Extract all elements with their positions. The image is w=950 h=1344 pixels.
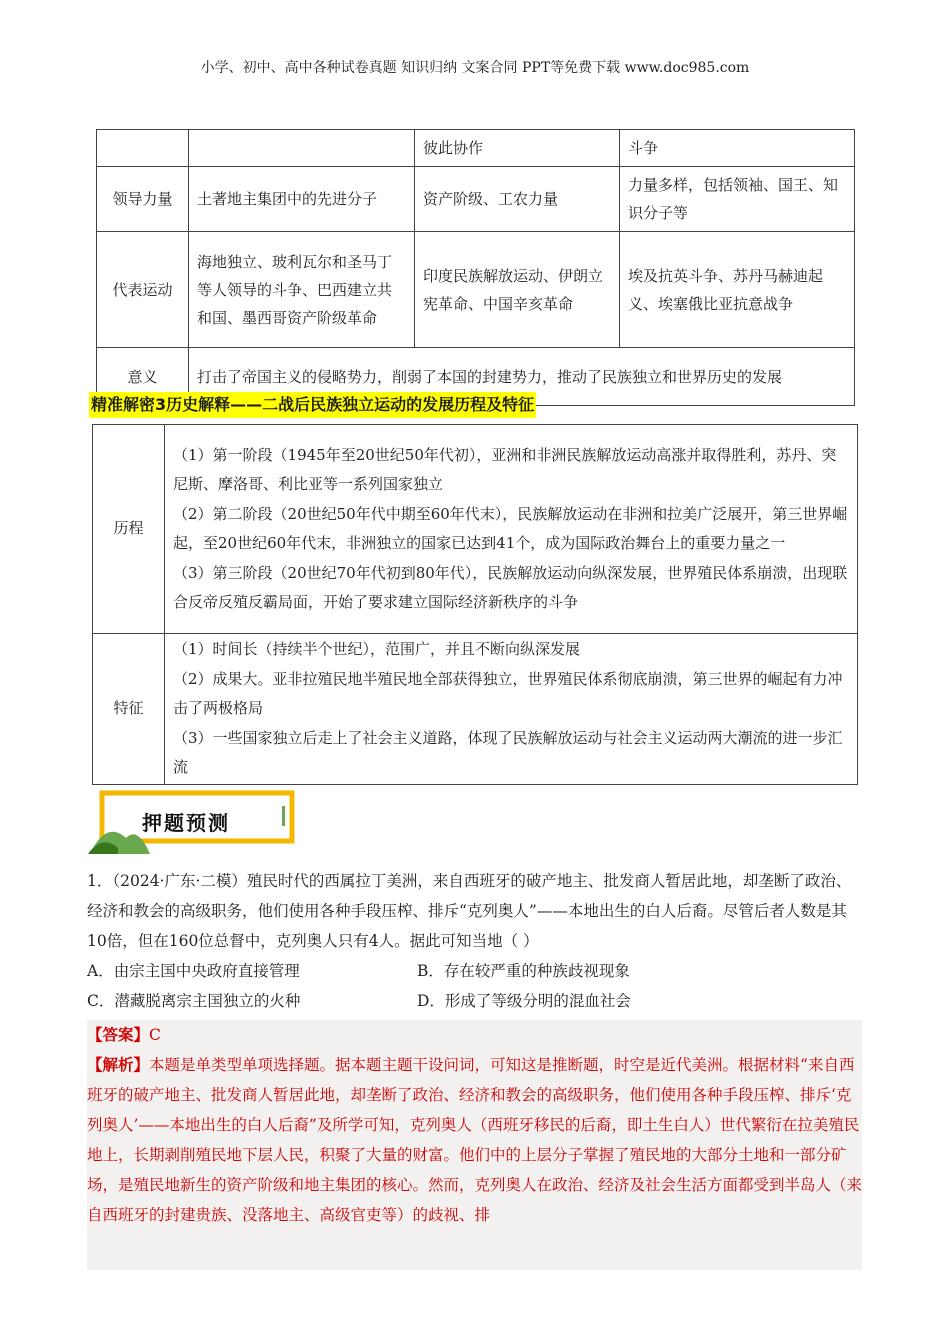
- question-options: [87, 956, 862, 1016]
- table-cell: 打击了帝国主义的侵略势力，削弱了本国的封建势力，推动了民族独立和世界历史的发展: [189, 348, 855, 406]
- table-row: [93, 634, 858, 785]
- row-label: 意义: [97, 348, 189, 406]
- row-label: 特征: [93, 634, 165, 785]
- option-c[interactable]: C．潜藏脱离宗主国独立的火种: [87, 992, 301, 1010]
- feature-cell: [165, 634, 858, 785]
- process-item: （1）第一阶段（1945年至20世纪50年代初），亚洲和非洲民族解放运动高涨并取得胜利，苏丹、突尼斯、摩洛哥、利比亚等一系列国家独立: [173, 445, 837, 493]
- table-cell: 资产阶级、工农力量: [415, 167, 620, 232]
- table-cell: 彼此协作: [415, 130, 620, 167]
- prediction-banner: [88, 790, 298, 856]
- row-label: 代表运动: [97, 232, 189, 348]
- table-cell: 土著地主集团中的先进分子: [189, 167, 415, 232]
- row-label: 历程: [93, 425, 165, 634]
- section-title: 精准解密3历史解释——二战后民族独立运动的发展历程及特征: [89, 392, 536, 418]
- independence-movement-table: [92, 424, 858, 785]
- table-cell: [97, 130, 189, 167]
- answer-line: [87, 1020, 862, 1050]
- feature-item: （2）成果大。亚非拉殖民地半殖民地全部获得独立，世界殖民体系彻底崩溃，第三世界的崛起有力冲击了两极格局: [173, 669, 843, 717]
- table-cell: 印度民族解放运动、伊朗立宪革命、中国辛亥革命: [415, 232, 620, 348]
- leadership-comparison-table: [96, 129, 855, 406]
- analysis-line: [87, 1050, 862, 1230]
- process-item: （2）第二阶段（20世纪50年代中期至60年代末），民族解放运动在非洲和拉美广泛展开，第三世界崛起，至20世纪60年代末，非洲独立的国家已达到41个，成为国际政治舞台上的重要力量之一: [173, 504, 848, 552]
- table-cell: [189, 130, 415, 167]
- question-block: [87, 866, 862, 1016]
- table-cell: 斗争: [620, 130, 855, 167]
- banner-title: 押题预测: [142, 811, 230, 835]
- analysis-text: 本题是单类型单项选择题。据本题主题干设问词，可知这是推断题，时空是近代美洲。根据材料“来自西班牙的破产地主、批发商人暂居此地，却垄断了政治、经济和教会的高级职务，他们使用各种手段压榨、排斥‘克列奥人’——本地出生的白人后裔”及所学可知，克列奥人（西班牙移民的后裔，即土生白人）世代繁衍在拉美殖民地上，长期剥削殖民地下层人民，积聚了大量的财富。他们中的上层分子掌握了殖民地的大部分土地和一部分矿场，是殖民地新生的资产阶级和地主集团的核心。然而，克列奥人在政治、经济及社会生活方面都受到半岛人（来自西班牙的封建贵族、没落地主、高级官吏等）的歧视、排: [87, 1056, 863, 1224]
- answer-box: [87, 1020, 862, 1270]
- row-label: 领导力量: [97, 167, 189, 232]
- table-row: [97, 130, 855, 167]
- feature-item: （1）时间长（持续半个世纪），范围广，并且不断向纵深发展: [173, 640, 581, 658]
- answer-value: C: [149, 1026, 161, 1044]
- analysis-tag: 【解析】: [87, 1055, 150, 1074]
- option-d[interactable]: D．形成了等级分明的混血社会: [417, 992, 631, 1010]
- table-cell: 力量多样，包括领袖、国王、知识分子等: [620, 167, 855, 232]
- option-b[interactable]: B．存在较严重的种族歧视现象: [417, 962, 630, 980]
- table-cell: 埃及抗英斗争、苏丹马赫迪起义、埃塞俄比亚抗意战争: [620, 232, 855, 348]
- table-row: [97, 232, 855, 348]
- answer-tag: 【答案】: [87, 1025, 150, 1044]
- process-cell: [165, 425, 858, 634]
- page-header: 小学、初中、高中各种试卷真题 知识归纳 文案合同 PPT等免费下载 www.doc985.com: [200, 60, 750, 76]
- table-cell: 海地独立、玻利瓦尔和圣马丁等人领导的斗争、巴西建立共和国、墨西哥资产阶级革命: [189, 232, 415, 348]
- process-item: （3）第三阶段（20世纪70年代初到80年代），民族解放运动向纵深发展，世界殖民体系崩溃，出现联合反帝反殖反霸局面，开始了要求建立国际经济新秩序的斗争: [173, 563, 848, 611]
- question-stem: 1．（2024·广东·二模）殖民时代的西属拉丁美洲，来自西班牙的破产地主、批发商人暂居此地，却垄断了政治、经济和教会的高级职务，他们使用各种手段压榨、排斥“克列奥人”——本地出生的白人后裔。尽管后者人数是其10倍，但在160位总督中，克列奥人只有4人。据此可知当地（ ）: [87, 872, 852, 950]
- feature-item: （3）一些国家独立后走上了社会主义道路，体现了民族解放运动与社会主义运动两大潮流的进一步汇流: [173, 728, 843, 776]
- option-a[interactable]: A．由宗主国中央政府直接管理: [87, 962, 300, 980]
- table-row: [93, 425, 858, 634]
- table-row: [97, 167, 855, 232]
